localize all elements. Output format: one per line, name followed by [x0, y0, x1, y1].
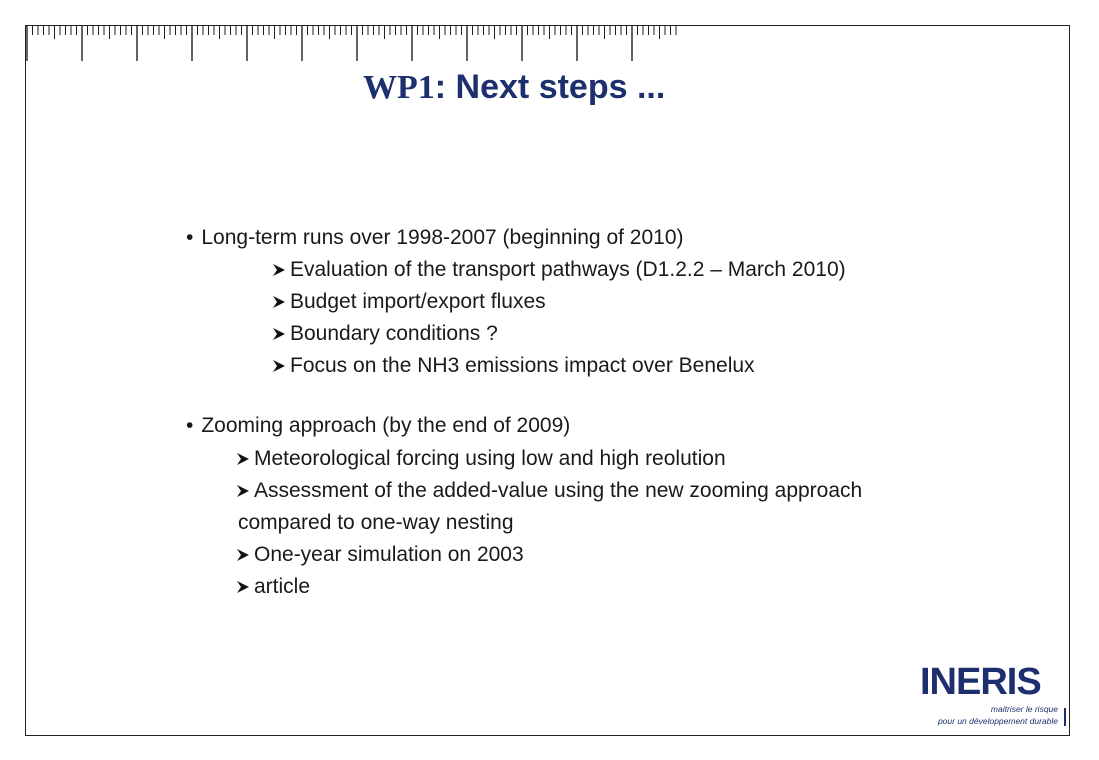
logo-tagline-2: pour un développement durable	[937, 716, 1058, 726]
list-item	[272, 320, 498, 348]
arrow-bullet-icon	[272, 263, 286, 277]
section1-item-2: Budget import/export fluxes	[290, 290, 546, 313]
arrow-bullet-icon	[236, 580, 250, 594]
list-item	[236, 477, 862, 505]
list-item	[272, 288, 546, 316]
slide-title	[363, 64, 665, 110]
section1-item-3: Boundary conditions ?	[290, 322, 498, 345]
section2-item-2: Assessment of the added-value using the new zooming approach	[254, 479, 863, 502]
section1-item-1: Evaluation of the transport pathways (D1.2.2 – March 2010)	[290, 258, 846, 281]
arrow-bullet-icon	[236, 452, 250, 466]
section1-heading: Long-term runs over 1998-2007 (beginning of 2010)	[201, 226, 684, 249]
bullet-dot: •	[186, 414, 194, 437]
slide-frame	[25, 25, 1070, 736]
list-item	[272, 256, 846, 284]
logo-tagline-1: maitriser le risque	[990, 704, 1058, 714]
arrow-bullet-icon	[236, 484, 250, 498]
list-item	[272, 352, 755, 380]
section2-heading-line	[186, 412, 570, 440]
bullet-dot: •	[186, 226, 194, 249]
section2-item-1: Meteorological forcing using low and high reolution	[254, 447, 726, 470]
section1-heading-line	[186, 224, 684, 252]
list-item	[236, 573, 310, 601]
arrow-bullet-icon	[236, 548, 250, 562]
list-item-continuation: compared to one-way nesting	[238, 511, 514, 534]
arrow-bullet-icon	[272, 359, 286, 373]
section2-item-4: article	[254, 575, 311, 598]
title-wp: WP1	[363, 69, 435, 106]
section2-item-3: One-year simulation on 2003	[254, 543, 524, 566]
arrow-bullet-icon	[272, 327, 286, 341]
section1-item-4: Focus on the NH3 emissions impact over Benelux	[290, 354, 755, 377]
list-item	[236, 541, 524, 569]
logo-divider	[1064, 708, 1066, 726]
ineris-logo	[920, 660, 1070, 732]
arrow-bullet-icon	[272, 295, 286, 309]
section2-heading: Zooming approach (by the end of 2009)	[201, 414, 571, 437]
title-rest: : Next steps ...	[434, 68, 666, 106]
list-item	[236, 445, 726, 473]
logo-wordmark: INERIS	[920, 661, 1041, 703]
ruler-decoration	[25, 25, 685, 63]
